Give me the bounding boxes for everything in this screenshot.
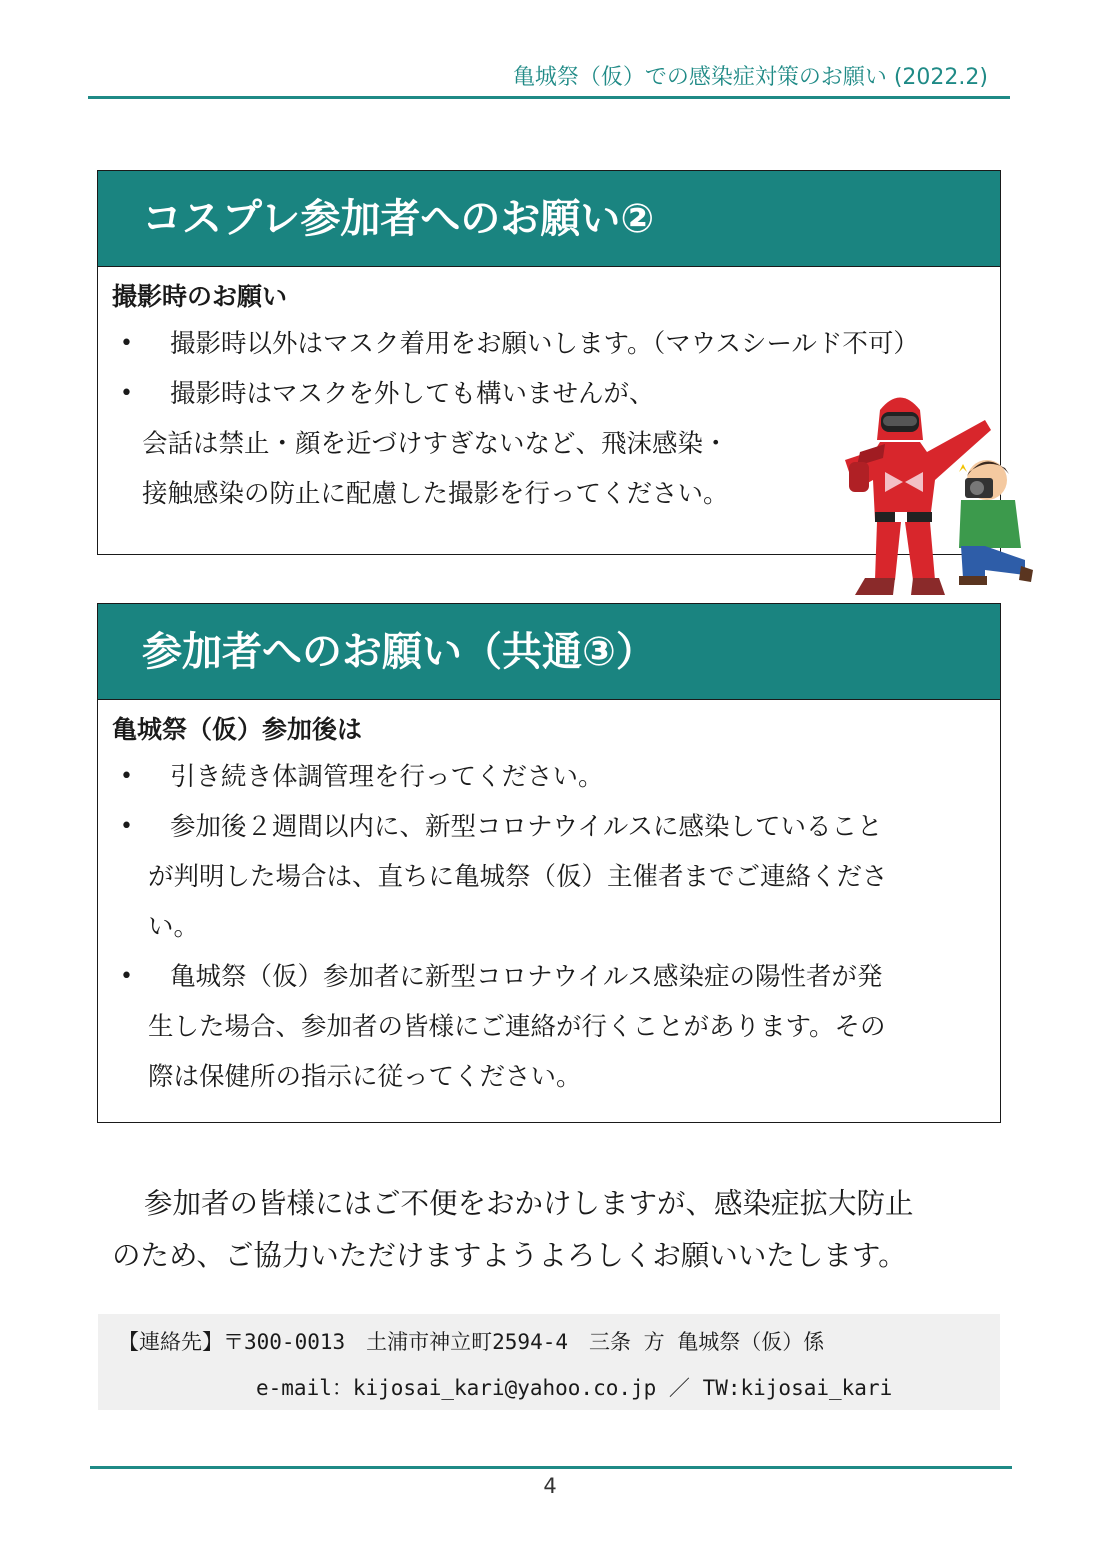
bullet-dot: • xyxy=(120,814,133,839)
bullet-text: 撮影時はマスクを外しても構いませんが、 xyxy=(170,379,655,409)
section1-subhead: 撮影時のお願い xyxy=(112,282,288,311)
section2-title: 参加者へのお願い（共通③） xyxy=(98,604,1000,700)
header-divider xyxy=(88,96,1010,99)
closing-message xyxy=(112,1178,992,1282)
section1-title: コスプレ参加者へのお願い② xyxy=(98,171,1000,267)
contact-address: 【連絡先】〒300-0013 土浦市神立町2594-4 三条 方 亀城祭（仮）係 xyxy=(118,1330,825,1354)
cosplayer-and-photographer-illustration xyxy=(835,380,1035,602)
closing-line: 参加者の皆様にはご不便をおかけしますが、感染症拡大防止 xyxy=(144,1187,914,1220)
bullet-dot: • xyxy=(120,381,133,406)
contact-email-twitter: e-mail：kijosai_kari@yahoo.co.jp ／ TW:kijosai_kari xyxy=(256,1376,893,1400)
bullet-text-continued: い。 xyxy=(148,912,200,942)
bullet-text: 引き続き体調管理を行ってください。 xyxy=(170,762,604,792)
bullet-text-continued: 際は保健所の指示に従ってください。 xyxy=(148,1062,582,1092)
bullet-text: 参加後２週間以内に、新型コロナウイルスに感染していること xyxy=(170,812,883,842)
section2-bullet-list xyxy=(98,752,1000,1102)
contact-box xyxy=(98,1314,1000,1410)
bullet-dot: • xyxy=(120,764,133,789)
bullet-text-continued: が判明した場合は、直ちに亀城祭（仮）主催者までご連絡くださ xyxy=(148,862,888,892)
footer-divider xyxy=(90,1466,1012,1469)
bullet-text: 亀城祭（仮）参加者に新型コロナウイルス感染症の陽性者が発 xyxy=(170,962,883,992)
bullet-dot: • xyxy=(120,331,133,356)
bullet-text-continued: 会話は禁止・顔を近づけすぎないなど、飛沫感染・ xyxy=(142,429,729,459)
section2-subhead: 亀城祭（仮）参加後は xyxy=(112,715,363,744)
document-header-title: 亀城祭（仮）での感染症対策のお願い (2022.2) xyxy=(512,65,988,90)
bullet-dot: • xyxy=(120,964,133,989)
list-item xyxy=(98,752,1000,802)
list-item xyxy=(98,952,1000,1102)
bullet-text-continued: 接触感染の防止に配慮した撮影を行ってください。 xyxy=(142,479,729,509)
bullet-text-continued: 生した場合、参加者の皆様にご連絡が行くことがあります。その xyxy=(148,1012,886,1042)
list-item xyxy=(98,319,1000,369)
section-common-requests xyxy=(97,603,1001,1123)
page-number: 4 xyxy=(543,1474,557,1498)
bullet-text: 撮影時以外はマスク着用をお願いします。（マウスシールド不可） xyxy=(170,329,919,359)
closing-line: のため、ご協力いただけますようよろしくお願いいたします。 xyxy=(112,1239,907,1272)
list-item xyxy=(98,802,1000,952)
